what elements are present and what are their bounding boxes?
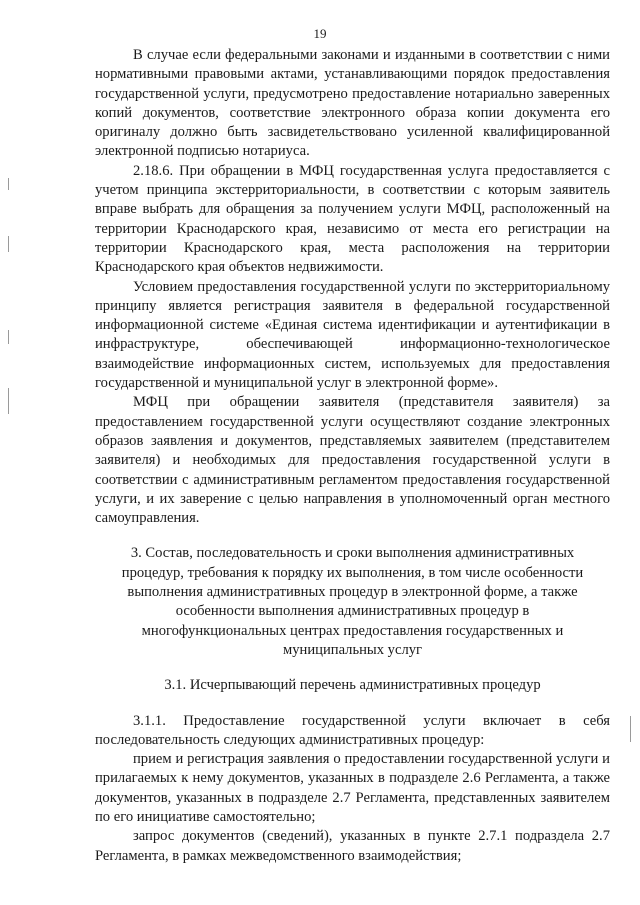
section-heading: 3. Состав, последовательность и сроки выполнения административных процедур, требования к порядку их выполнения, в том числе особенности выполнения административных процедур в электронной форме, а также особенности выполнения административных процедур в многофункциональных центрах предоставления государственных и муниципальных услуг xyxy=(121,545,584,658)
subsection-heading: 3.1. Исчерпывающий перечень административных процедур xyxy=(164,677,541,694)
paragraph-2-18-6: 2.18.6. При обращении в МФЦ государственная услуга предоставляется с учетом принципа экстерриториальности, в соответствии с которым заявитель вправе выбрать для обращения за получением услуги МФЦ, расположенный на территории Краснодарского края, независимо от места его регистрации на территории Краснодарского края, места расположения на территории Краснодарского края объектов недвижимости. xyxy=(95,162,610,276)
paragraph-3-1-1: 3.1.1. Предоставление государственной услуги включает в себя последовательность следующих административных процедур: xyxy=(95,712,610,748)
paragraph-extraterritorial-condition: Условием предоставления государственной услуги по экстерриториальному принципу является регистрация заявителя в федеральной государственной информационной системе «Единая система идентификации и аутентификации в инфраструктуре, обеспечивающей информационно-технологическое взаимодействие информационных систем, используемых для предоставления государственной и муниципальной услуг в электронной форме». xyxy=(95,278,610,392)
list-item-reception-registration: прием и регистрация заявления о предоставлении государственной услуги и прилагаемых к нему документов, указанных в подразделе 2.6 Регламента, а также документов, указанных в подразделе 2.7 Регламента, представленных заявителем по его инициативе самостоятельно; xyxy=(95,751,610,825)
left-margin-mark xyxy=(8,178,9,190)
page-number: 19 xyxy=(313,26,327,41)
right-margin-mark xyxy=(630,716,631,742)
left-margin-mark xyxy=(8,236,9,252)
document-body xyxy=(95,46,610,866)
list-item-interagency-request: запрос документов (сведений), указанных в пункте 2.7.1 подраздела 2.7 Регламента, в рамках межведомственного взаимодействия; xyxy=(95,828,610,864)
left-margin-mark xyxy=(8,330,9,344)
left-margin-mark xyxy=(8,388,9,414)
paragraph-mfc-electronic-images: МФЦ при обращении заявителя (представителя заявителя) за предоставлением государственной услуги осуществляют создание электронных образов заявления и документов, представляемых заявителем (представителем заявителя) и необходимых для предоставления государственной услуги в соответствии с административным регламентом предоставления государственной услуги, и их заверение с целью направления в уполномоченный орган местного самоуправления. xyxy=(95,394,610,527)
paragraph-notary: В случае если федеральными законами и изданными в соответствии с ними нормативными правовыми актами, устанавливающими порядок предоставления государственной услуги, предусмотрено предоставление нотариально заверенных копий документов, соответствие электронного образа копии документа его оригиналу должно быть засвидетельствовано усиленной квалифицированной электронной подписью нотариуса. xyxy=(95,47,610,160)
